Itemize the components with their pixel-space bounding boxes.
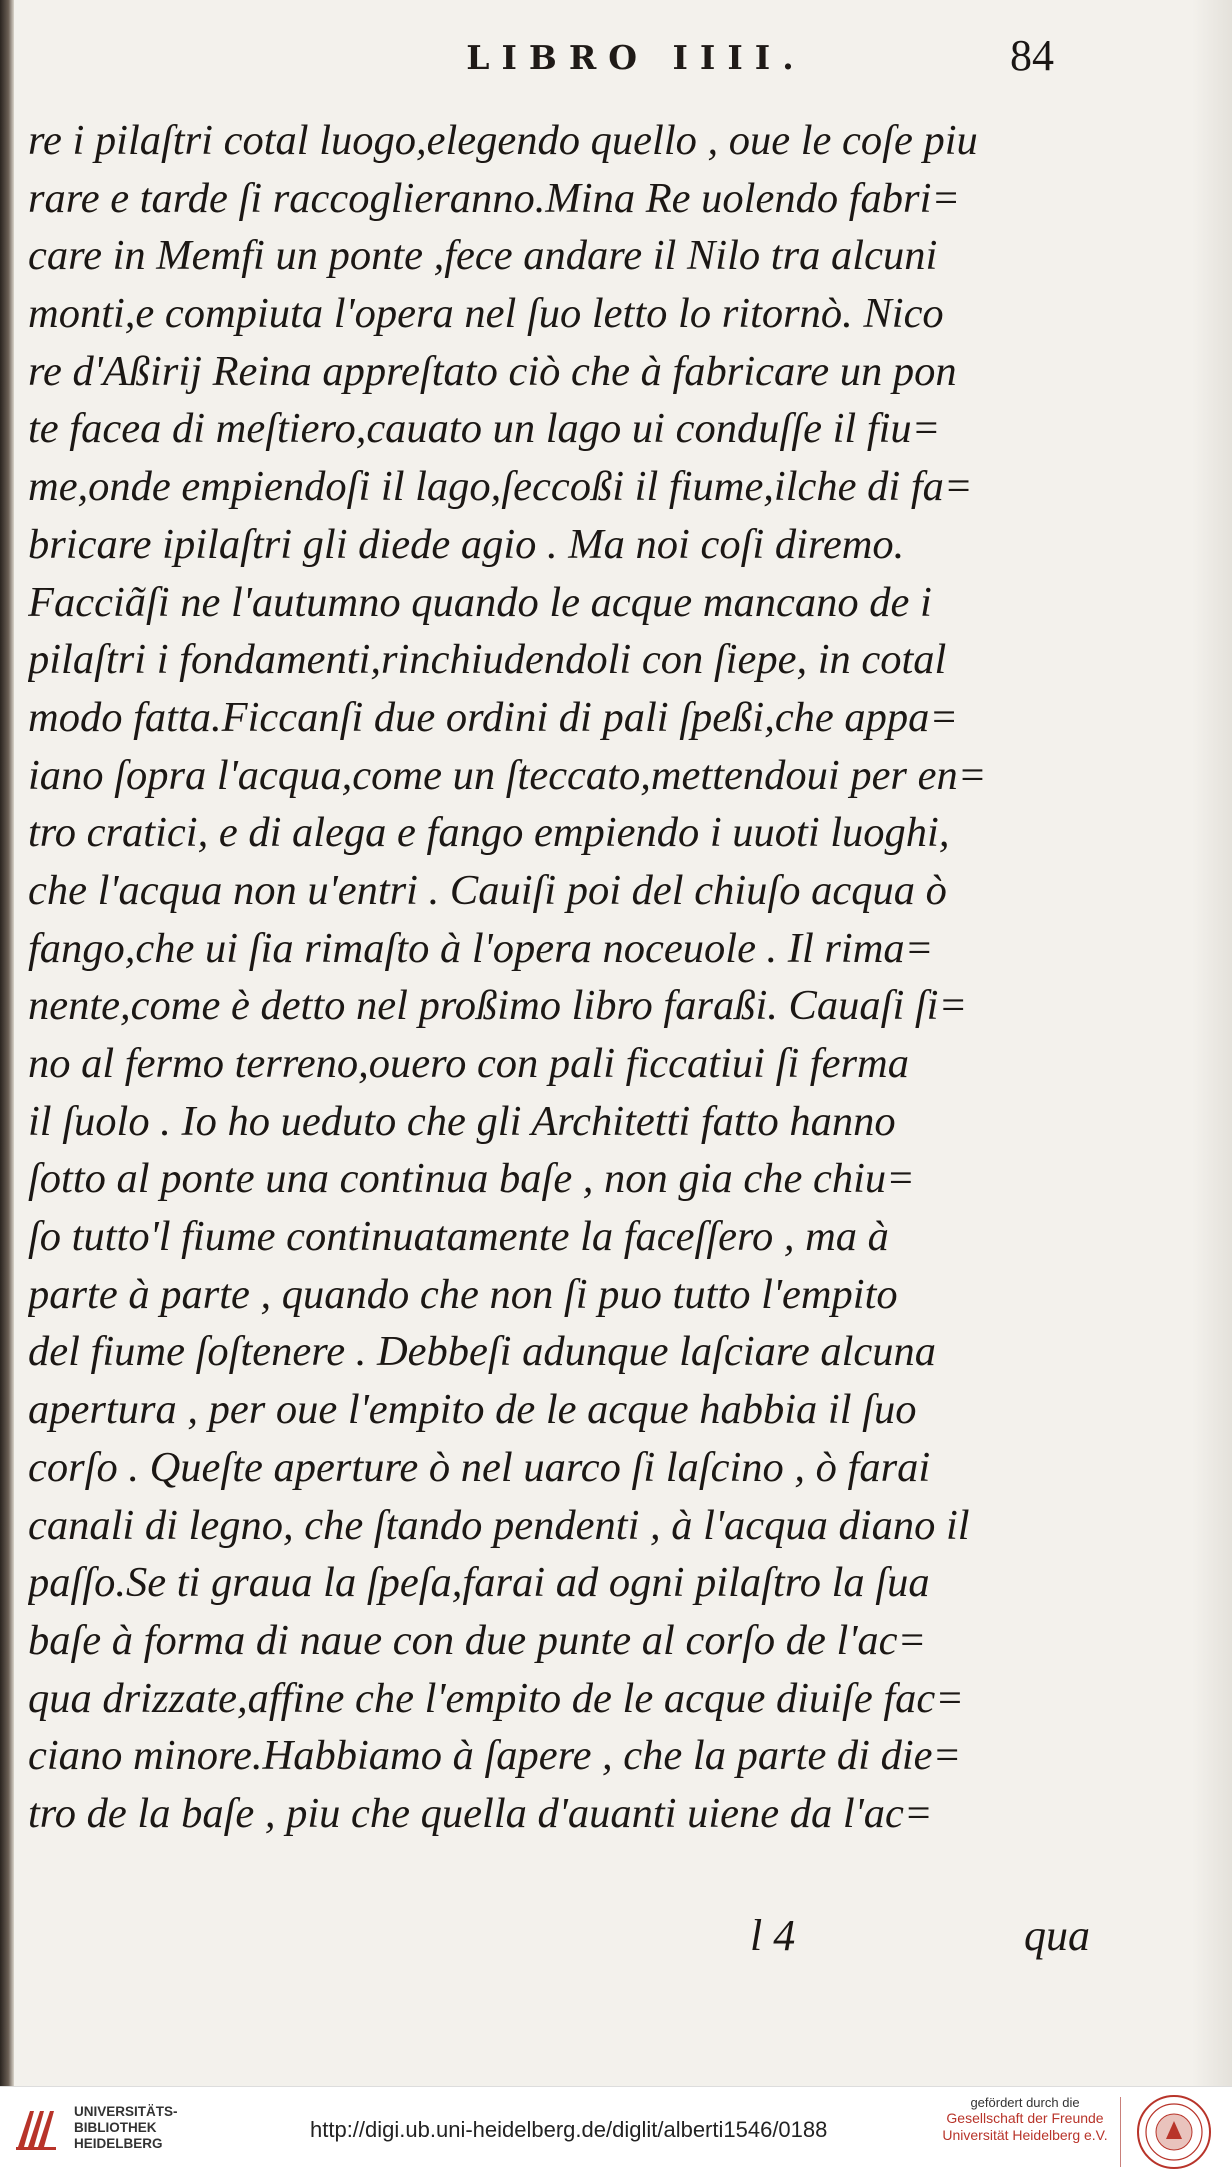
text-line: ſo tutto'l fiume continuatamente la faceſſero , ma à xyxy=(28,1213,889,1261)
text-line: te facea di meſtiero,cauato un lago ui conduſſe il fiu= xyxy=(28,405,941,453)
text-line: che l'acqua non u'entri . Cauiſi poi del chiuſo acqua ò xyxy=(28,866,947,914)
text-line: nente,come è detto nel proßimo libro faraßi. Cauaſi ſi= xyxy=(28,982,968,1030)
text-line: care in Memfi un ponte ,fece andare il Nilo tra alcuni xyxy=(28,232,938,280)
text-line: no al fermo terreno,ouero con pali ficcatiui ſi ferma xyxy=(28,1040,909,1087)
running-head: LIBRO IIII. xyxy=(466,38,806,77)
library-logo[interactable] xyxy=(12,2103,178,2153)
text-line: modo fatta.Ficcanſi due ordini di pali ſpeßi,che appa= xyxy=(28,693,959,741)
page-number: 84 xyxy=(1010,31,1054,80)
sponsor-name-line: Universität Heidelberg e.V. xyxy=(942,2127,1108,2143)
viewer-footer xyxy=(0,2086,1232,2177)
library-logo-icon xyxy=(12,2103,62,2153)
text-line: re i pilaſtri cotal luogo,elegendo quello , oue le coſe piu xyxy=(28,117,978,164)
text-line: bricare ipilaſtri gli diede agio . Ma noi coſi diremo. xyxy=(28,520,905,568)
text-line: corſo . Queſte aperture ò nel uarco ſi laſcino , ò farai xyxy=(28,1443,931,1491)
sponsor-divider xyxy=(1120,2097,1121,2167)
page-right-edge xyxy=(1192,0,1232,2086)
text-block xyxy=(28,112,1068,1843)
text-line: tro de la baſe , piu che quella d'auanti uiene da l'ac= xyxy=(28,1789,933,1837)
text-line: pilaſtri i fondamenti,rinchiudendoli con ſiepe, in cotal xyxy=(28,636,947,684)
text-line: tro cratici, e di alega e fango empiendo i uuoti luoghi, xyxy=(28,809,950,857)
text-line: rare e tarde ſi raccoglieranno.Mina Re uolendo fabri= xyxy=(28,174,961,222)
text-line: re d'Aßirij Reina appreſtato ciò che à fabricare un pon xyxy=(28,347,957,395)
sponsor-name-line: Gesellschaft der Freunde xyxy=(946,2110,1104,2126)
sponsor-intro: gefördert durch die xyxy=(970,2095,1080,2110)
signature-mark: l 4 xyxy=(750,1911,796,1960)
text-line: baſe à forma di naue con due punte al corſo de l'ac= xyxy=(28,1616,927,1664)
text-line: Facciãſi ne l'autumno quando le acque mancano de i xyxy=(28,578,932,626)
text-line: iano ſopra l'acqua,come un ſteccato,mettendoui per en= xyxy=(28,751,987,799)
text-line: canali di legno, che ſtando pendenti , à l'acqua diano il xyxy=(28,1501,970,1549)
text-line: parte à parte , quando che non ſi puo tutto l'empito xyxy=(28,1270,898,1318)
text-line: qua drizzate,affine che l'empito de le acque diuiſe fac= xyxy=(28,1674,964,1722)
catchword: qua xyxy=(1024,1911,1090,1960)
text-line: fango,che ui ſia rimaſto à l'opera noceuole . Il rima= xyxy=(28,924,934,972)
page-binding-edge xyxy=(0,0,14,2086)
text-line: del fiume ſoſtenere . Debbeſi adunque laſciare alcuna xyxy=(28,1328,937,1376)
text-line: ſotto al ponte una continua baſe , non gia che chiu= xyxy=(28,1155,915,1203)
sponsor-block[interactable] xyxy=(935,2095,1115,2144)
text-line: monti,e compiuta l'opera nel ſuo letto lo ritornò. Nico xyxy=(28,290,944,338)
text-line: ciano minore.Habbiamo à ſapere , che la parte di die= xyxy=(28,1732,962,1780)
page-foot xyxy=(750,1910,1090,1961)
text-line: paſſo.Se ti graua la ſpeſa,farai ad ogni pilaſtro la ſua xyxy=(28,1559,930,1607)
text-line: me,onde empiendoſi il lago,ſeccoßi il fiume,ilche di fa= xyxy=(28,463,973,511)
text-line: apertura , per oue l'empito de le acque habbia il ſuo xyxy=(28,1386,917,1434)
text-line: il ſuolo . Io ho ueduto che gli Architetti fatto hanno xyxy=(28,1097,896,1145)
permalink-url[interactable]: http://digi.ub.uni-heidelberg.de/diglit/alberti1546/0188 xyxy=(310,2117,828,2142)
university-seal-icon xyxy=(1135,2093,1213,2171)
library-name: UNIVERSITÄTS- BIBLIOTHEK HEIDELBERG xyxy=(74,2104,178,2151)
